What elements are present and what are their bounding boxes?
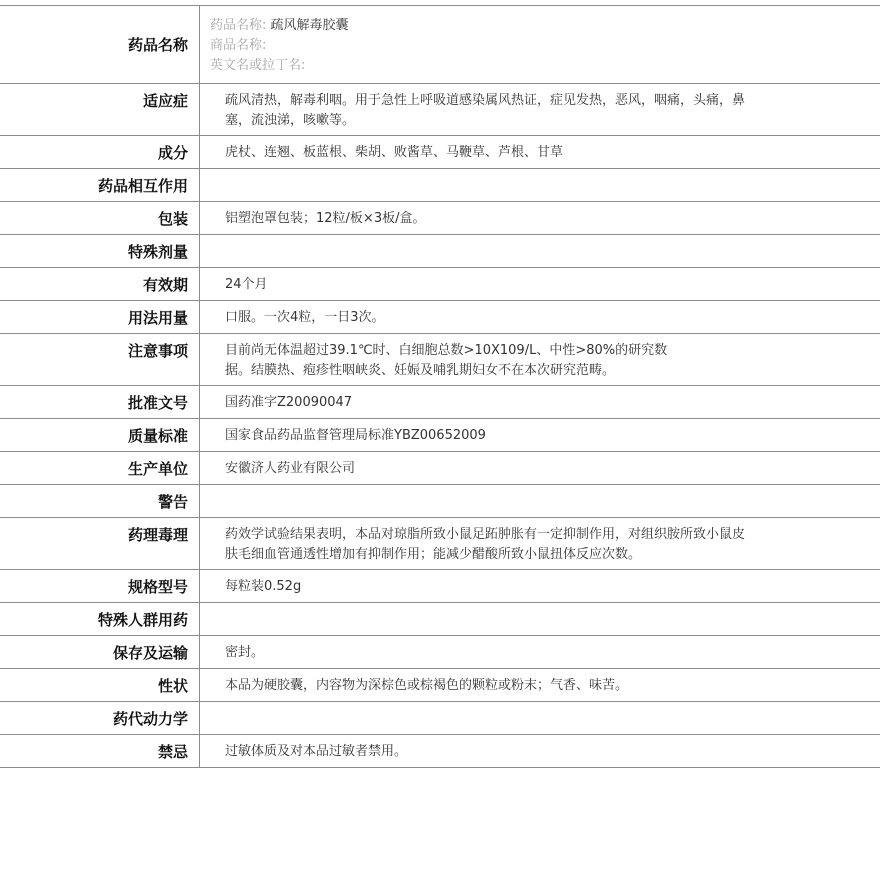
row-special-populations [0,603,880,636]
row-label: 包装 [0,202,200,234]
row-shelf-life [0,268,880,301]
row-value: 密封。 [225,645,265,660]
row-value: 本品为硬胶囊，内容物为深棕色或棕褐色的颗粒或粉末；气香、味苦。 [225,678,629,693]
row-label: 禁忌 [0,735,200,767]
row-value: 铝塑泡罩包装；12粒/板×3板/盒。 [225,211,426,226]
row-quality-standard [0,419,880,452]
row-label: 适应症 [0,84,200,135]
row-approval-number [0,386,880,419]
row-warning [0,485,880,518]
row-manufacturer [0,452,880,485]
row-value [200,169,880,201]
row-value: 安徽济人药业有限公司 [225,461,356,476]
row-packaging [0,202,880,235]
row-label: 特殊人群用药 [0,603,200,635]
row-specification [0,570,880,603]
row-drug-interactions [0,169,880,202]
row-label: 药品名称 [0,6,200,83]
generic-name-label: 药品名称: [210,18,267,33]
row-label: 生产单位 [0,452,200,484]
row-label: 批准文号 [0,386,200,418]
row-drug-name [0,6,880,84]
row-value: 疏风清热，解毒利咽。用于急性上呼吸道感染属风热证，症见发热，恶风，咽痛，头痛，鼻 塞，流浊涕，咳嗽等。 [225,93,746,128]
row-contraindications [0,735,880,768]
row-label: 有效期 [0,268,200,300]
row-value [200,485,880,517]
row-description [0,669,880,702]
row-pharmacokinetics [0,702,880,735]
row-label: 用法用量 [0,301,200,333]
row-value [200,603,880,635]
english-name-label: 英文名或拉丁名: [210,58,306,73]
row-label: 规格型号 [0,570,200,602]
generic-name-value: 疏风解毒胶囊 [270,18,349,33]
row-value: 目前尚无体温超过39.1℃时、白细胞总数>10X109/L、中性>80%的研究数 据。结膜热、疱疹性咽峡炎、妊娠及哺乳期妇女不在本次研究范畴。 [225,343,668,378]
row-value: 药效学试验结果表明，本品对琼脂所致小鼠足跖肿胀有一定抑制作用，对组织胺所致小鼠皮 肤毛细血管通透性增加有抑制作用；能减少醋酸所致小鼠扭体反应次数。 [225,527,746,562]
row-value: 国药准字Z20090047 [225,395,353,410]
row-label: 药品相互作用 [0,169,200,201]
row-ingredients [0,136,880,169]
row-precautions [0,334,880,386]
row-value [200,702,880,734]
row-storage [0,636,880,669]
row-label: 特殊剂量 [0,235,200,267]
row-usage-dosage [0,301,880,334]
row-label: 质量标准 [0,419,200,451]
trade-name-label: 商品名称: [210,38,267,53]
row-value: 国家食品药品监督管理局标准YBZ00652009 [225,428,486,443]
row-label: 成分 [0,136,200,168]
row-pharmacology [0,518,880,570]
row-label: 警告 [0,485,200,517]
row-label: 药代动力学 [0,702,200,734]
drug-name-block [200,6,349,83]
drug-info-table [0,5,880,768]
row-value: 口服。一次4粒，一日3次。 [225,310,385,325]
row-label: 保存及运输 [0,636,200,668]
row-value: 24个月 [225,277,268,292]
row-indications [0,84,880,136]
row-label: 性状 [0,669,200,701]
row-value: 虎杖、连翘、板蓝根、柴胡、败酱草、马鞭草、芦根、甘草 [225,145,564,160]
row-value: 过敏体质及对本品过敏者禁用。 [225,744,408,759]
row-value: 每粒装0.52g [225,579,302,594]
row-label: 药理毒理 [0,518,200,569]
row-special-dosage [0,235,880,268]
row-value [200,235,880,267]
row-label: 注意事项 [0,334,200,385]
